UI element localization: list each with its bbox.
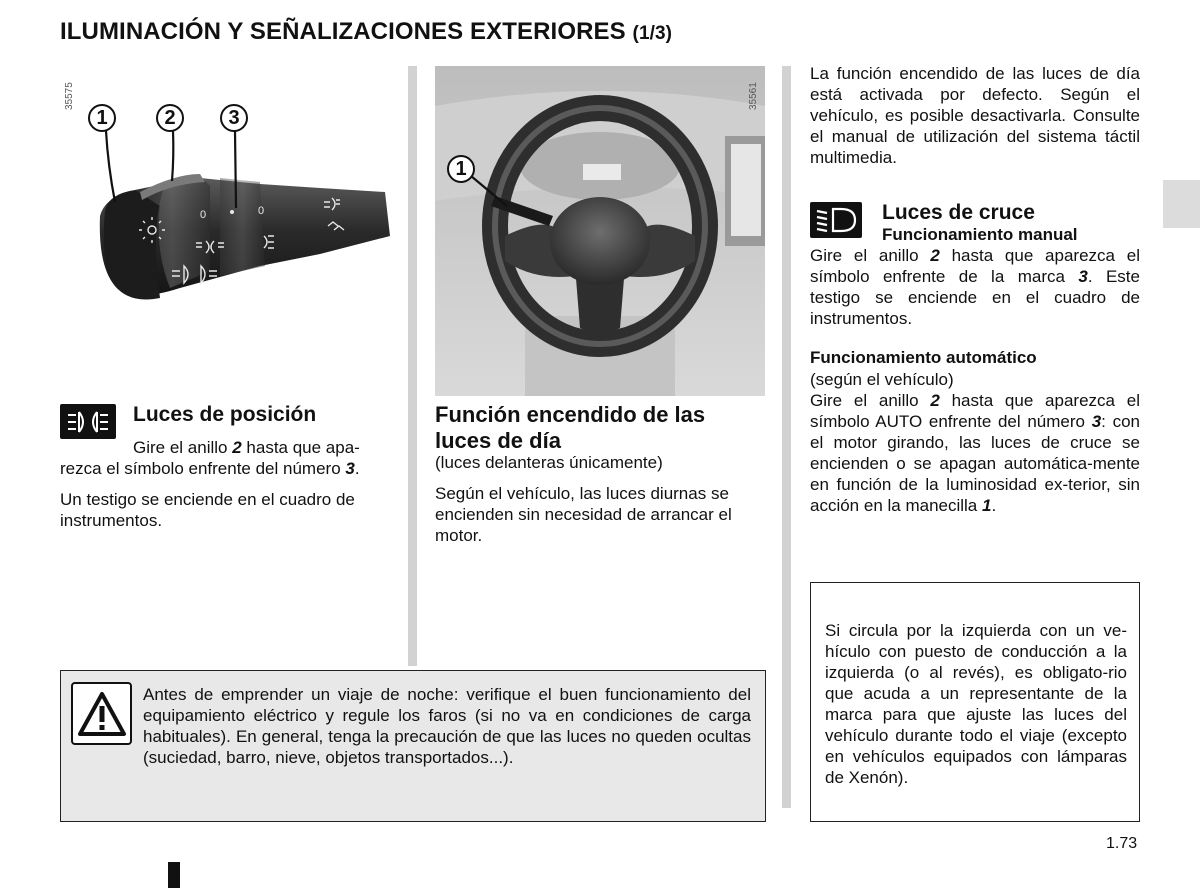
text-run: . [991,496,997,515]
crop-mark [168,862,180,888]
text-run: : con el motor girando, las luces de cruce se encienden o se apagan automática-mente en función de la luminosidad ex-terior, sin acción en la manecilla [810,412,1141,515]
warning-text: Antes de emprender un viaje de noche: verifique el buen funcionamiento del equipamiento eléctrico y regule los faros (si no va en condiciones de carga habituales). En general, tenga la precaución de que las luces no queden ocultas (suciedad, barro, nieve, objetos transportados...). [143,685,751,767]
callout-2: 2 [156,104,184,132]
stalk-figure [60,66,400,326]
svg-text:0: 0 [200,209,207,221]
text-run: . [354,459,360,478]
manual-operation-text [810,245,1140,329]
daytime-lights-subtitle: (luces delanteras únicamente) [435,453,663,472]
note-box [810,582,1140,822]
text-run: Gire el anillo [810,246,931,265]
automatic-operation-text [810,390,1140,516]
text-run: Gire el anillo [133,438,233,457]
mark-number: 3 [1078,267,1088,286]
page-title-suffix: (1/3) [632,23,673,44]
page-title-text: ILUMINACIÓN Y SEÑALIZACIONES EXTERIORES [60,18,626,45]
position-lights-line-1 [60,437,392,458]
text-run: hasta que aparezca el símbolo enfrente de la marca [810,246,1140,286]
text-run: . Este testigo se enciende en el cuadro de instrumentos. [810,267,1140,328]
position-lights-text [60,437,392,531]
chapter-tab [1163,180,1200,228]
position-lights-heading: Luces de posición [133,403,317,426]
warning-icon-box [71,682,132,745]
manual-operation-heading: Funcionamiento manual [882,225,1078,244]
text-run: rezca el símbolo enfrente del número [60,459,346,478]
steering-wheel-figure [435,66,765,396]
svg-text:0: 0 [258,205,265,217]
dipped-beam-icon [815,206,857,234]
text-run: hasta que aparezca el símbolo AUTO enfrente del número [810,391,1140,431]
mark-number: 3 [345,459,355,478]
daytime-intro-text: La función encendido de las luces de día está activada por defecto. Según el vehículo, es posible desactivarla. Consulte el manual de utilización del sistema táctil multimedia. [810,64,1140,167]
dipped-beam-icon-box [810,202,862,238]
ring-number: 2 [930,246,940,265]
position-lights-icon [66,409,110,435]
automatic-operation-subtitle: (según el vehículo) [810,370,954,389]
position-lights-line-2 [60,458,392,479]
warning-triangle-icon [77,691,127,737]
daytime-lights-heading: Función encendido de las luces de día [435,402,706,453]
automatic-operation-heading: Funcionamiento automático [810,348,1037,367]
stalk-number: 1 [981,496,992,515]
callout-1: 1 [447,155,475,183]
ring-number: 2 [930,391,940,410]
figure-code: 35561 [748,82,759,110]
column-divider-right [782,66,791,808]
column-divider-left [408,66,417,666]
text-run: hasta que apa- [241,438,360,457]
daytime-lights-text: Según el vehículo, las luces diurnas se encienden sin necesidad de arrancar el motor. [435,484,732,545]
callout-1: 1 [88,104,116,132]
position-lights-icon-box [60,404,116,439]
text-run: Gire el anillo [810,391,931,410]
callout-3: 3 [220,104,248,132]
mark-number: 3 [1091,412,1102,431]
steering-wheel-illustration [435,66,765,396]
note-text: Si circula por la izquierda con un ve-hículo con puesto de conducción a la izquierda (o al revés), es obligato-rio que acuda a un representante de la marca para que ajuste las luces del vehículo durante todo el viaje (excepto en vehículos equipados con lámparas de Xenón). [825,621,1127,787]
page-title [60,18,672,46]
position-lights-paragraph-2: Un testigo se enciende en el cuadro de instrumentos. [60,490,355,530]
dipped-beam-heading: Luces de cruce [882,201,1035,224]
figure-code: 35575 [64,82,75,110]
warning-panel [60,670,766,822]
page-number: 1.73 [1106,835,1138,852]
ring-number: 2 [232,438,242,457]
